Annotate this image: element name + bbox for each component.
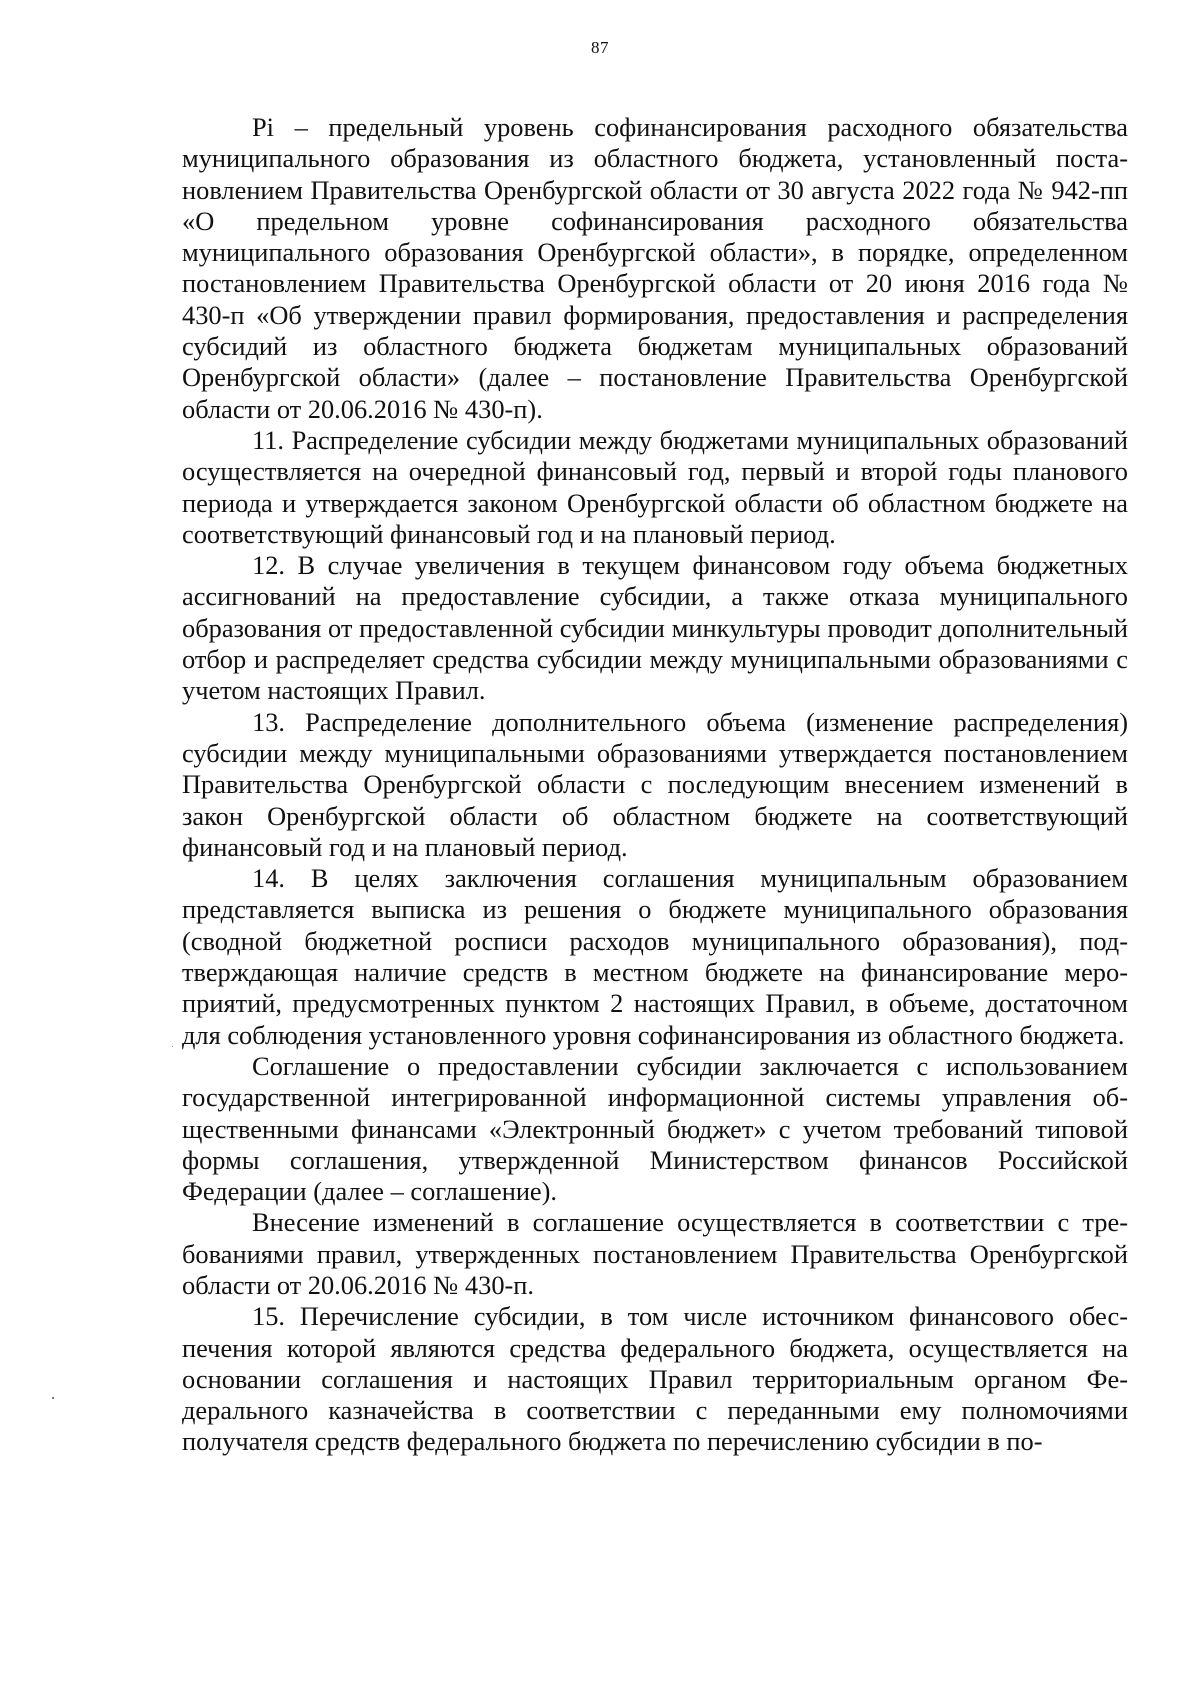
paragraph-12: 12. В случае увеличения в текущем финансовом году объема бюджетных ассигнований на предоставление субсидии, а также отказа муниципального образования от предоставленной субсидии минкультуры проводит дополнительный отбор и распределяет средства субсидии между муниципальными образованиями с учетом настоящих Правил.	[182, 550, 1128, 706]
document-body	[182, 112, 1128, 1458]
paragraph-pi-definition: Pi – предельный уровень софинансирования расходного обязательства муниципального образования из областного бюджета, установленный постановлением Правительства Оренбургской области от 30 августа 2022 года № 942-пп «О предельном уровне софинансирования расходного обязательства муниципального образования Оренбургской области», в порядке, определенном постановлением Правительства Оренбургской области от 20 июня 2016 года № 430-п «Об утверждении правил формирования, предоставления и распределения субсидий из областного бюджета бюджетам муниципальных образований Оренбургской области» (далее – постановление Правительства Оренбургской области от 20.06.2016 № 430-п).	[182, 112, 1128, 424]
paragraph-14: 14. В целях заключения соглашения муниципальным образованием представляется выписка из решения о бюджете муниципального образования (сводной бюджетной росписи расходов муниципального образования), подтверждающая наличие средств в местном бюджете на финансирование мероприятий, предусмотренных пунктом 2 настоящих Правил, в объеме, достаточном для соблюдения установленного уровня софинансирования из областного бюджета.	[182, 863, 1128, 1050]
page-number: 87	[591, 38, 609, 57]
paragraph-agreement: Соглашение о предоставлении субсидии заключается с использованием государственной интегрированной информационной системы управления общественными финансами «Электронный бюджет» с учетом требований типовой формы соглашения, утвержденной Министерством финансов Российской Федерации (далее – соглашение).	[182, 1050, 1128, 1207]
scan-speck	[52, 1397, 54, 1399]
paragraph-13: 13. Распределение дополнительного объема (изменение распределения) субсидии между муниципальными образованиями утверждается постановлением Правительства Оренбургской области с последующим внесением изменений в закон Оренбургской области об областном бюджете на соответствующий финансовый год и на плановый период.	[182, 706, 1128, 862]
paragraph-15: 15. Перечисление субсидии, в том числе источником финансового обеспечения которой являются средства федерального бюджета, осуществляется на основании соглашения и настоящих Правил территориальным органом Федерального казначейства в соответствии с переданными ему полномочиями получателя средств федерального бюджета по перечислению субсидии в по-	[182, 1301, 1128, 1457]
paragraph-11: 11. Распределение субсидии между бюджетами муниципальных образований осуществляется на очередной финансовый год, первый и второй годы планового периода и утверждается законом Оренбургской области об областном бюджете на соответствующий финансовый год и на плановый период.	[182, 424, 1128, 549]
paragraph-amendments: Внесение изменений в соглашение осуществляется в соответствии с требованиями правил, утвержденных постановлением Правительства Оренбургской области от 20.06.2016 № 430-п.	[182, 1207, 1128, 1300]
scan-speck	[172, 1046, 173, 1047]
